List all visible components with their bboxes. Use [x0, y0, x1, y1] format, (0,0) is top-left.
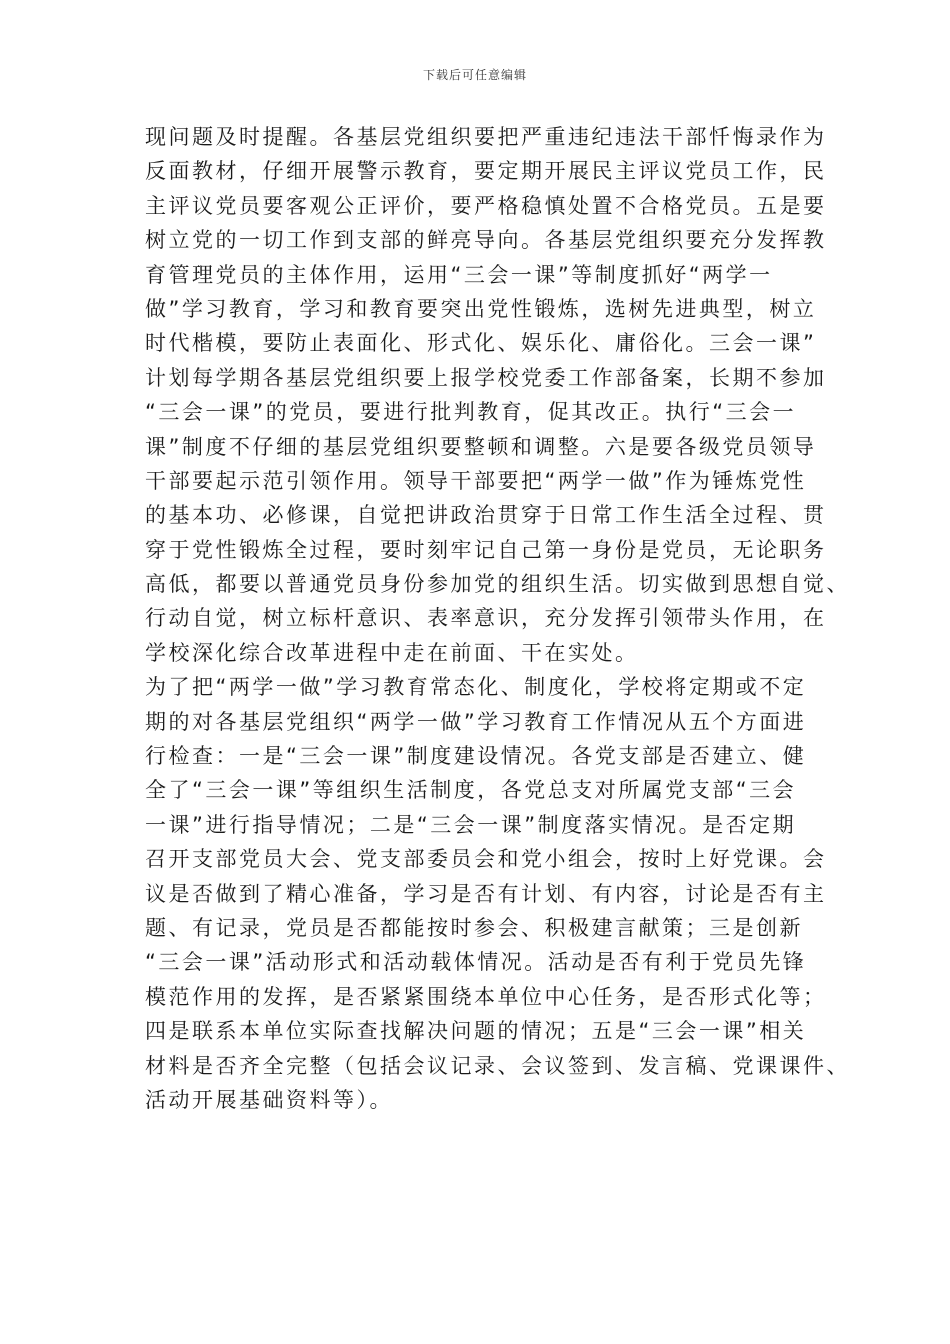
text-line: 全了“三会一课”等组织生活制度，各党总支对所属党支部“三会 [145, 778, 797, 803]
text-line: 行检查：一是“三会一课”制度建设情况。各党支部是否建立、健 [145, 744, 807, 769]
text-line: “三会一课”的党员，要进行批判教育，促其改正。执行“三会一 [145, 400, 797, 425]
text-line: 计划每学期各基层党组织要上报学校党委工作部备案，长期不参加 [145, 365, 827, 390]
text-line: 期的对各基层党组织“两学一做”学习教育工作情况从五个方面进 [145, 709, 807, 734]
text-line: 课”制度不仔细的基层党组织要整顿和调整。六是要各级党员领导 [145, 434, 817, 459]
text-line: 召开支部党员大会、党支部委员会和党小组会，按时上好党课。会 [145, 847, 827, 872]
text-line: 行动自觉，树立标杆意识、表率意识，充分发挥引领带头作用，在 [145, 606, 827, 631]
text-line: 高低，都要以普通党员身份参加党的组织生活。切实做到思想自觉、 [145, 572, 850, 597]
text-line: 干部要起示范引领作用。领导干部要把“两学一做”作为锤炼党性 [145, 468, 807, 493]
text-line: 模范作用的发挥，是否紧紧围绕本单位中心任务，是否形式化等； [145, 984, 827, 1009]
text-line: 一课”进行指导情况；二是“三会一课”制度落实情况。是否定期 [145, 812, 797, 837]
text-line: 时代楷模，要防止表面化、形式化、娱乐化、庸俗化。三会一课” [145, 331, 817, 356]
text-line: 穿于党性锻炼全过程，要时刻牢记自己第一身份是党员，无论职务 [145, 537, 827, 562]
text-line: 学校深化综合改革进程中走在前面、干在实处。 [145, 640, 639, 665]
text-line: 四是联系本单位实际查找解决问题的情况；五是“三会一课”相关 [145, 1019, 807, 1044]
text-line: 树立党的一切工作到支部的鲜亮导向。各基层党组织要充分发挥教 [145, 228, 827, 253]
text-line: 活动开展基础资料等）。 [145, 1087, 393, 1112]
text-line: 主评议党员要客观公正评价，要严格稳慎处置不合格党员。五是要 [145, 193, 827, 218]
text-line: 为了把“两学一做”学习教育常态化、制度化，学校将定期或不定 [145, 675, 807, 700]
text-line: 现问题及时提醒。各基层党组织要把严重违纪违法干部忏悔录作为 [145, 125, 827, 149]
text-line: 育管理党员的主体作用，运用“三会一课”等制度抓好“两学一 [145, 262, 773, 287]
text-line: 议是否做到了精心准备，学习是否有计划、有内容，讨论是否有主 [145, 881, 827, 906]
document-body [145, 120, 850, 1117]
text-line: 反面教材，仔细开展警示教育，要定期开展民主评议党员工作，民 [145, 159, 827, 184]
text-line: 的基本功、必修课，自觉把讲政治贯穿于日常工作生活全过程、贯 [145, 503, 827, 528]
page-header: 下载后可任意编辑 [422, 68, 527, 82]
text-line: 题、有记录，党员是否都能按时参会、积极建言献策；三是创新 [145, 915, 803, 940]
text-line: “三会一课”活动形式和活动载体情况。活动是否有利于党员先锋 [145, 950, 807, 975]
text-line: 做”学习教育，学习和教育要突出党性锻炼，选树先进典型，树立 [145, 296, 817, 321]
text-line: 材料是否齐全完整（包括会议记录、会议签到、发言稿、党课课件、 [145, 1053, 850, 1078]
